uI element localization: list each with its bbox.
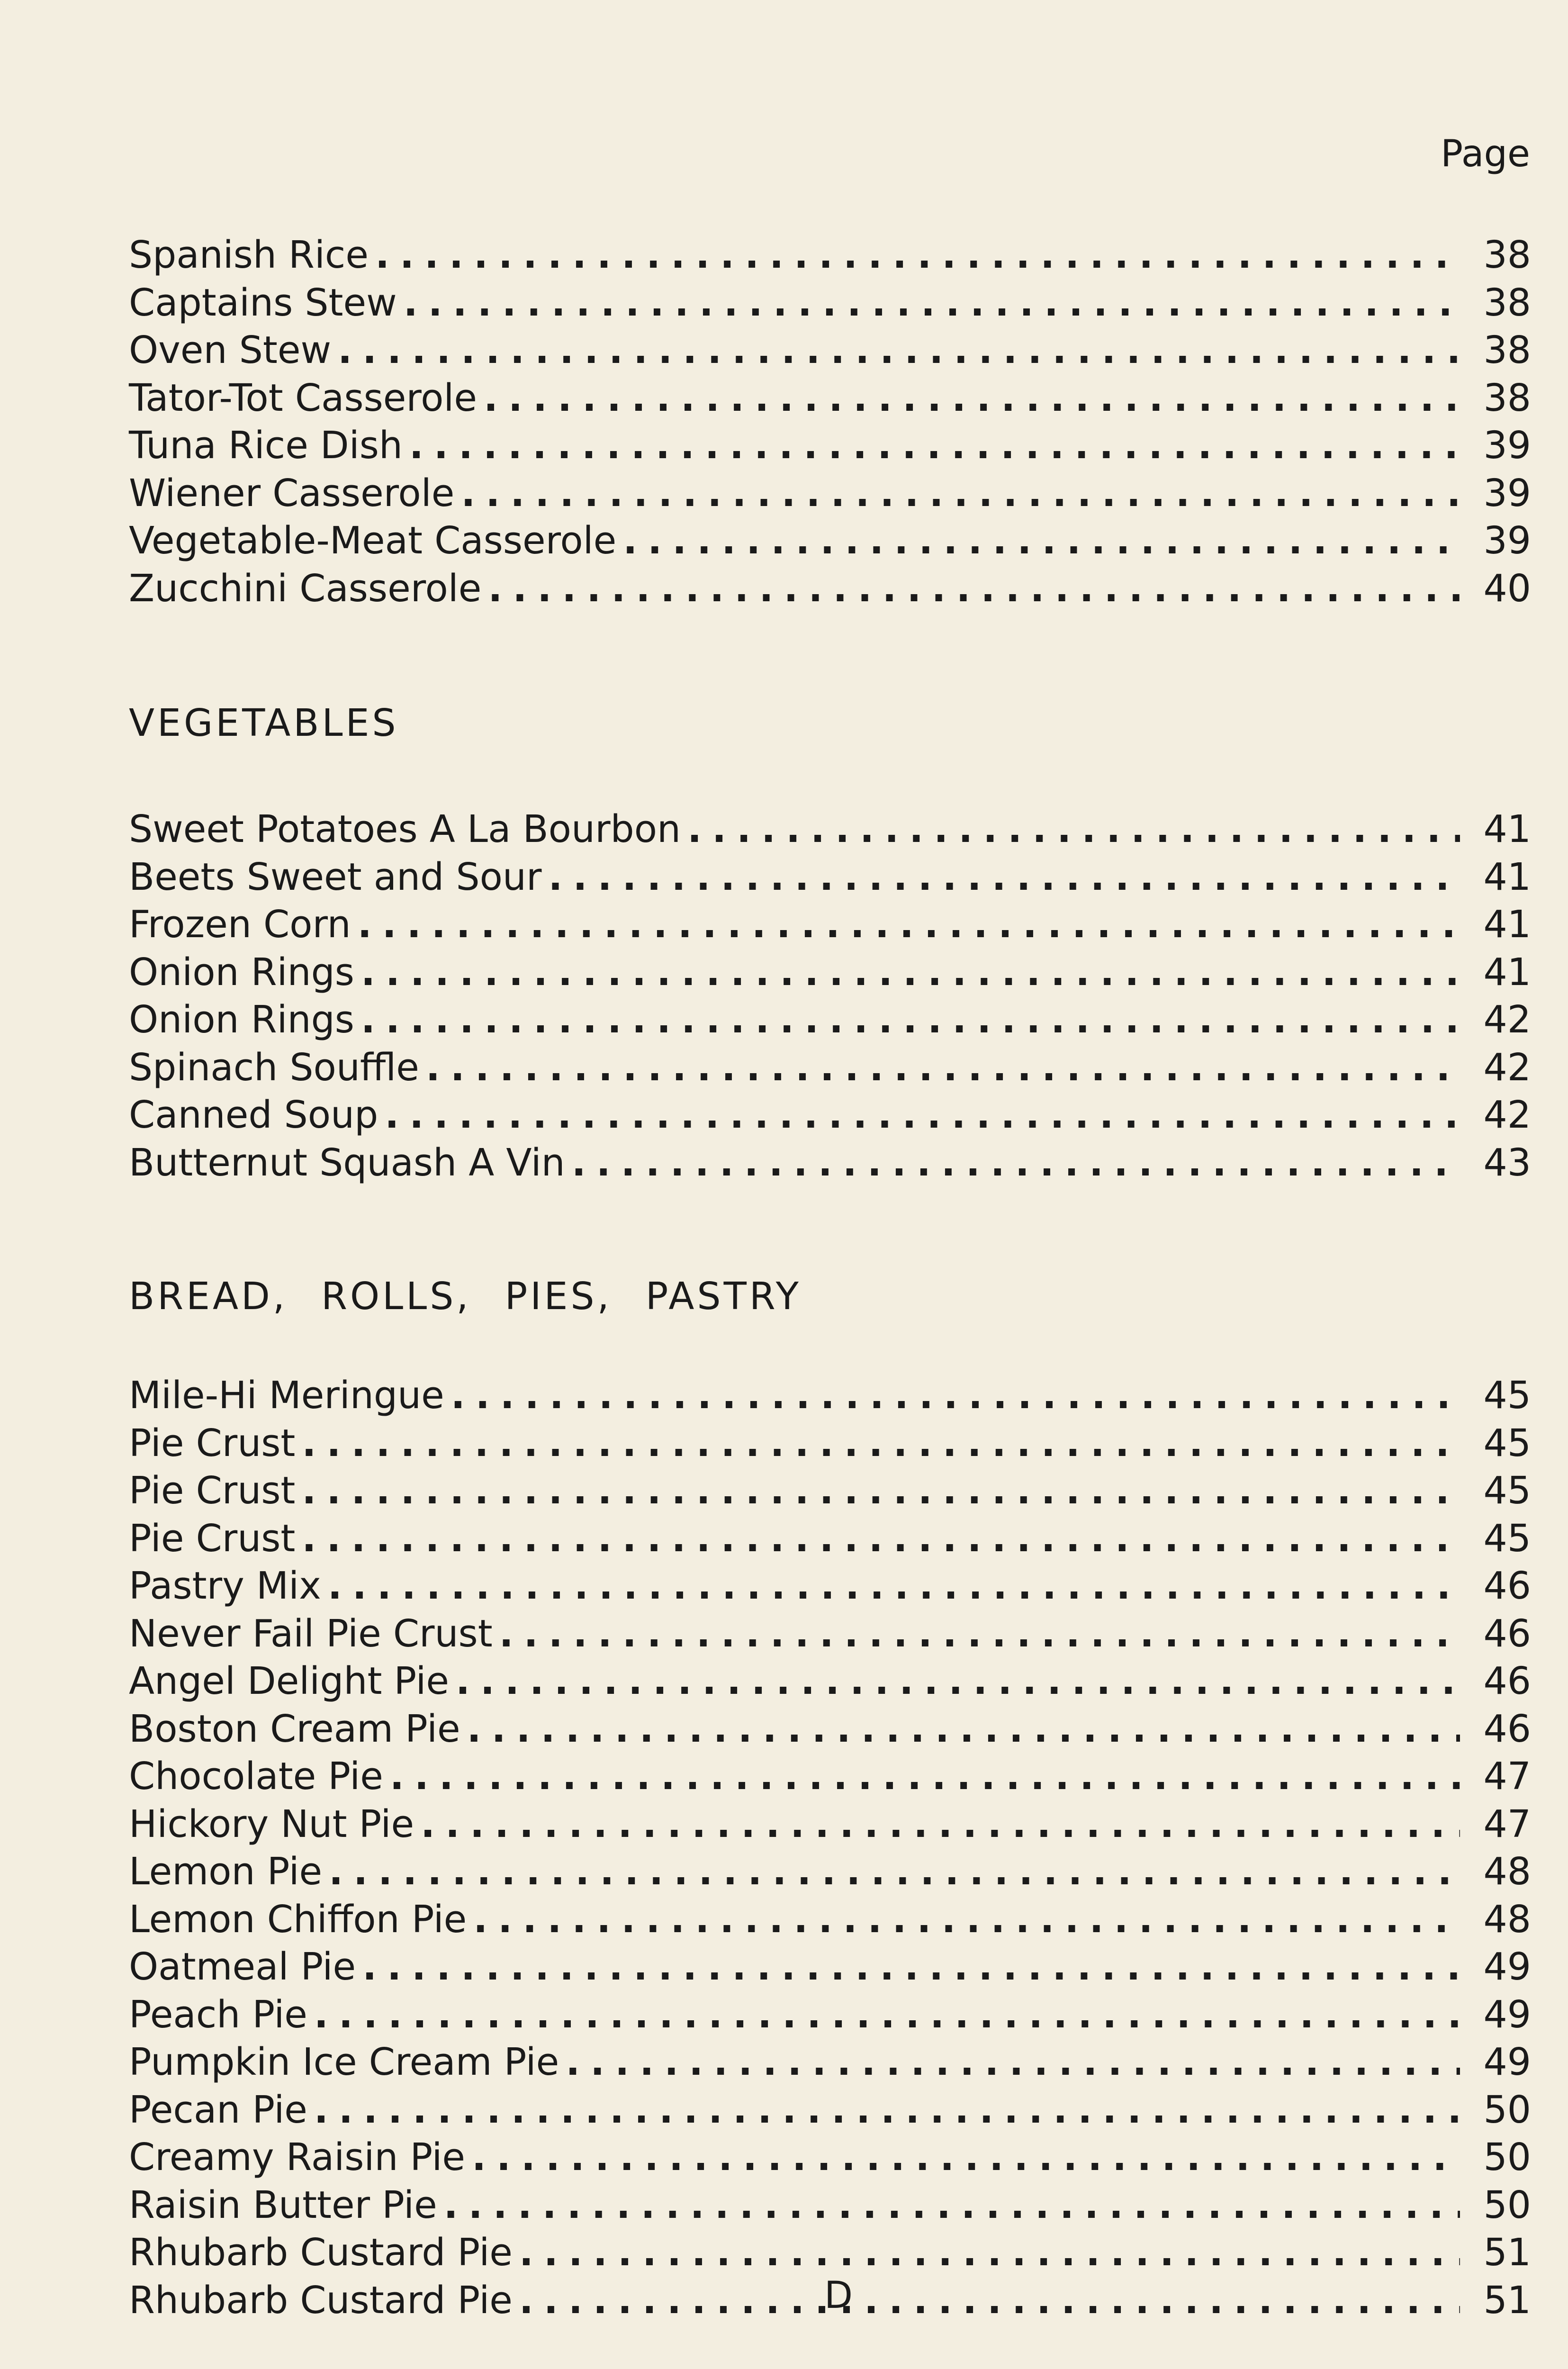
index-entry	[129, 805, 1531, 853]
index-entry	[129, 1896, 1531, 1944]
dot-leader	[338, 326, 1460, 374]
entry-page-number: 45	[1483, 1421, 1531, 1465]
entry-title: Tator-Tot Casserole	[129, 376, 477, 420]
index-entry	[129, 1515, 1531, 1563]
index-entry	[129, 326, 1531, 374]
entry-page-number: 45	[1483, 1516, 1531, 1560]
entry-page-number: 45	[1483, 1469, 1531, 1512]
entry-page-number: 40	[1483, 566, 1531, 610]
entry-title: Mile-Hi Meringue	[129, 1374, 444, 1417]
index-entry	[129, 1800, 1531, 1848]
index-entry	[129, 1467, 1531, 1515]
entry-page-number: 48	[1483, 1897, 1531, 1941]
dot-leader	[473, 1896, 1460, 1943]
entry-page-number: 49	[1483, 1945, 1531, 1989]
index-entry	[129, 279, 1531, 327]
dot-leader	[302, 1515, 1460, 1562]
index-entry	[129, 231, 1531, 279]
index-entry	[129, 1372, 1531, 1420]
entry-page-number: 45	[1483, 1374, 1531, 1417]
entry-title: Canned Soup	[129, 1093, 378, 1137]
entry-title: Vegetable-Meat Casserole	[129, 519, 617, 562]
entry-title: Spanish Rice	[129, 233, 369, 277]
page-footer	[0, 2274, 1568, 2317]
index-entry	[129, 1705, 1531, 1753]
entry-title: Raisin Butter Pie	[129, 2183, 437, 2227]
dot-leader	[314, 2086, 1460, 2134]
index-entry	[129, 1753, 1531, 1800]
index-entry	[129, 901, 1531, 949]
entry-page-number: 39	[1483, 519, 1531, 562]
entry-page-number: 38	[1483, 280, 1531, 325]
dot-leader	[302, 1420, 1460, 1467]
index-group-vegetables	[129, 805, 1531, 1186]
index-entry	[129, 2038, 1531, 2086]
index-entry	[129, 1991, 1531, 2039]
index-entry	[129, 565, 1531, 613]
entry-title: Wiener Casserole	[129, 471, 455, 515]
entry-page-number: 51	[1483, 2231, 1531, 2274]
entry-page-number: 38	[1483, 328, 1531, 372]
entry-title: Chocolate Pie	[129, 1754, 383, 1798]
entry-title: Beets Sweet and Sour	[129, 855, 542, 899]
dot-leader	[362, 1943, 1460, 1990]
page-column-header: Page	[1441, 133, 1530, 175]
dot-leader	[361, 949, 1460, 996]
entry-title: Pie Crust	[129, 1469, 296, 1512]
entry-title: Pastry Mix	[129, 1564, 321, 1608]
index-entry	[129, 374, 1531, 422]
entry-title: Peach Pie	[129, 1992, 307, 2036]
entry-page-number: 49	[1483, 2040, 1531, 2084]
dot-leader	[461, 470, 1460, 517]
entry-title: Rhubarb Custard Pie	[129, 2278, 513, 2322]
entry-page-number: 50	[1483, 2183, 1531, 2227]
dot-leader	[375, 231, 1460, 279]
entry-page-number: 47	[1483, 1754, 1531, 1798]
index-entry	[129, 1610, 1531, 1658]
entry-page-number: 46	[1483, 1611, 1531, 1655]
entry-page-number: 47	[1483, 1802, 1531, 1846]
dot-leader	[358, 901, 1460, 948]
index-group-bread-rolls-pies-pastry	[129, 1372, 1531, 2324]
dot-leader	[488, 565, 1460, 612]
entry-page-number: 42	[1483, 1045, 1531, 1089]
dot-leader	[444, 2181, 1460, 2229]
dot-leader	[467, 1705, 1460, 1753]
dot-leader	[499, 1610, 1460, 1657]
index-group-main-dishes	[129, 231, 1531, 612]
entry-page-number: 39	[1483, 424, 1531, 467]
index-entry	[129, 517, 1531, 565]
dot-leader	[314, 1991, 1460, 2038]
index-entry	[129, 1848, 1531, 1896]
entry-title: Pie Crust	[129, 1421, 296, 1465]
dot-leader	[456, 1657, 1460, 1705]
entry-title: Hickory Nut Pie	[129, 1802, 415, 1846]
index-entry	[129, 996, 1531, 1044]
entry-page-number: 42	[1483, 998, 1531, 1041]
entry-title: Angel Delight Pie	[129, 1659, 450, 1703]
entry-title: Spinach Souffle	[129, 1045, 419, 1089]
entry-title: Sweet Potatoes A La Bourbon	[129, 807, 681, 851]
index-entry	[129, 1657, 1531, 1705]
entry-page-number: 46	[1483, 1707, 1531, 1751]
entry-page-number: 46	[1483, 1659, 1531, 1703]
index-entry	[129, 2181, 1531, 2229]
entry-page-number: 43	[1483, 1140, 1531, 1184]
dot-leader	[426, 1044, 1460, 1091]
dot-leader	[329, 1848, 1460, 1895]
entry-page-number: 46	[1483, 1564, 1531, 1608]
footer-page-letter: D	[824, 2274, 853, 2317]
section-heading-vegetables: VEGETABLES	[129, 701, 399, 745]
index-entry	[129, 1562, 1531, 1610]
index-entry	[129, 1091, 1531, 1139]
index-entry	[129, 1044, 1531, 1092]
entry-title: Never Fail Pie Crust	[129, 1611, 493, 1655]
entry-title: Pumpkin Ice Cream Pie	[129, 2040, 559, 2084]
index-entry	[129, 2229, 1531, 2277]
entry-page-number: 41	[1483, 950, 1531, 994]
entry-title: Oven Stew	[129, 328, 332, 372]
entry-page-number: 50	[1483, 2135, 1531, 2179]
entry-title: Butternut Squash A Vin	[129, 1140, 565, 1184]
index-entry	[129, 1943, 1531, 1991]
entry-title: Pie Crust	[129, 1516, 296, 1560]
dot-leader	[404, 279, 1460, 326]
entry-title: Creamy Raisin Pie	[129, 2135, 465, 2179]
index-entry	[129, 949, 1531, 996]
entry-title: Tuna Rice Dish	[129, 424, 403, 467]
dot-leader	[421, 1800, 1460, 1848]
entry-page-number: 41	[1483, 855, 1531, 899]
index-entry	[129, 1139, 1531, 1187]
dot-leader	[328, 1562, 1460, 1609]
entry-title: Zucchini Casserole	[129, 566, 482, 610]
dot-leader	[566, 2038, 1460, 2086]
dot-leader	[302, 1467, 1460, 1514]
dot-leader	[519, 2229, 1460, 2276]
entry-title: Rhubarb Custard Pie	[129, 2231, 513, 2274]
entry-page-number: 50	[1483, 2088, 1531, 2132]
entry-title: Onion Rings	[129, 950, 354, 994]
entry-page-number: 38	[1483, 233, 1531, 277]
dot-leader	[572, 1139, 1460, 1186]
dot-leader	[361, 996, 1460, 1043]
index-entry	[129, 422, 1531, 470]
dot-leader	[390, 1753, 1460, 1800]
dot-leader	[409, 422, 1460, 469]
index-entry	[129, 2134, 1531, 2181]
entry-page-number: 41	[1483, 807, 1531, 851]
entry-title: Pecan Pie	[129, 2088, 307, 2132]
entry-page-number: 42	[1483, 1093, 1531, 1137]
entry-title: Onion Rings	[129, 998, 354, 1041]
entry-title: Frozen Corn	[129, 903, 351, 946]
index-entry	[129, 2086, 1531, 2134]
entry-title: Lemon Chiffon Pie	[129, 1897, 467, 1941]
dot-leader	[548, 853, 1460, 901]
entry-title: Boston Cream Pie	[129, 1707, 460, 1751]
entry-title: Lemon Pie	[129, 1850, 323, 1893]
index-entry	[129, 853, 1531, 901]
entry-page-number: 38	[1483, 376, 1531, 420]
section-heading-bread-rolls-pies-pastry: BREAD, ROLLS, PIES, PASTRY	[129, 1275, 802, 1318]
entry-page-number: 48	[1483, 1850, 1531, 1893]
entry-page-number: 51	[1483, 2278, 1531, 2322]
entry-page-number: 39	[1483, 471, 1531, 515]
index-entry	[129, 1420, 1531, 1467]
dot-leader	[472, 2134, 1460, 2181]
entry-page-number: 49	[1483, 1992, 1531, 2036]
dot-leader	[451, 1372, 1460, 1419]
index-entry	[129, 470, 1531, 517]
entry-title: Oatmeal Pie	[129, 1945, 356, 1989]
dot-leader	[687, 805, 1460, 853]
dot-leader	[484, 374, 1460, 422]
dot-leader	[623, 517, 1460, 564]
dot-leader	[385, 1091, 1460, 1139]
entry-page-number: 41	[1483, 903, 1531, 946]
entry-title: Captains Stew	[129, 280, 397, 325]
